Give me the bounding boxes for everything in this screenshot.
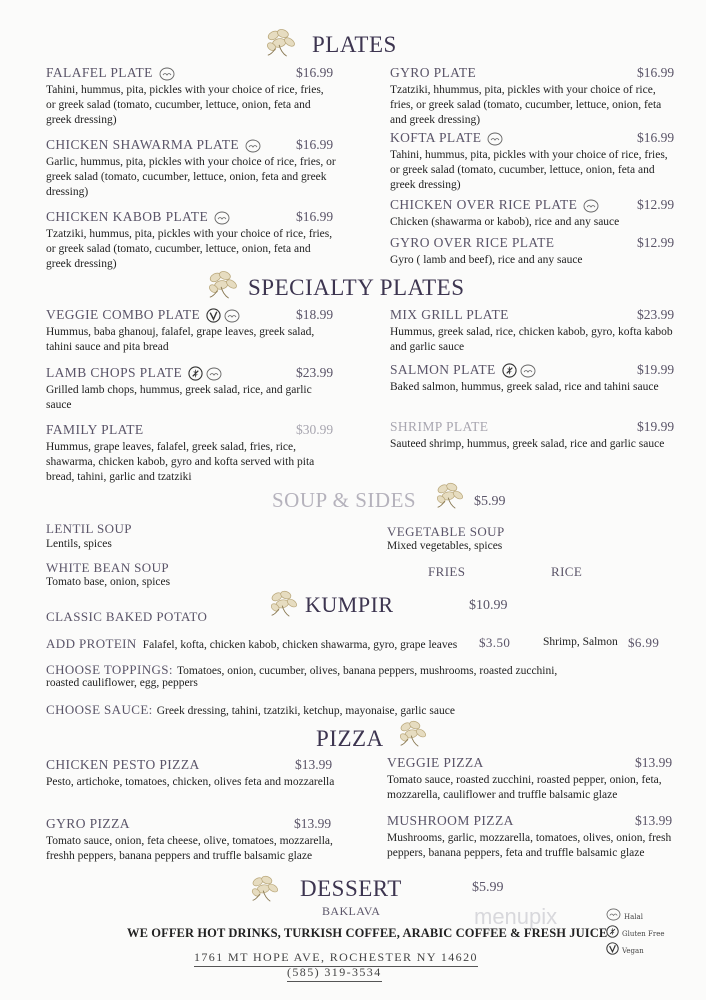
add-protein-row <box>46 635 457 653</box>
item-name: FAMILY PLATE <box>46 422 144 437</box>
item-name: CHICKEN SHAWARMA PLATE <box>46 137 239 152</box>
item-price: $23.99 <box>637 307 675 322</box>
item-description: Tomato sauce, roasted zucchini, roasted pepper, onion, feta, mozzarella, cauliflower and truffle balsamic glaze <box>387 774 662 801</box>
item-description: Tzatziki, hummus, pita, pickles with your choice of rice, fries, or greek salad (tomato, cucumber, lettuce, onion, feta and greek dressing) <box>46 228 333 270</box>
item-price: $16.99 <box>296 209 334 224</box>
white-bean-soup-desc: Tomato base, onion, spices <box>46 576 171 588</box>
item-price: $23.99 <box>296 365 334 380</box>
menu-item-chicken-shawarma-plate <box>46 137 336 200</box>
menupix-watermark: menupix <box>474 904 558 929</box>
item-description: Gyro ( lamb and beef), rice and any sauce <box>390 254 583 266</box>
item-price: $19.99 <box>637 419 675 434</box>
pizza-title: PIZZA <box>316 726 384 751</box>
legend-halal: Halal <box>624 913 643 921</box>
item-price: $16.99 <box>296 137 334 152</box>
item-name: CHICKEN PESTO PIZZA <box>46 757 200 772</box>
halal-icon <box>159 67 175 81</box>
item-price: $13.99 <box>635 755 673 770</box>
legend <box>606 904 696 955</box>
baklava-item: BAKLAVA <box>322 904 381 918</box>
offer-banner: WE OFFER HOT DRINKS, TURKISH COFFEE, ARABIC COFFEE & FRESH JUICE <box>127 926 608 940</box>
halal-icon <box>245 139 261 153</box>
phone: (585) 319-3534 <box>287 965 382 982</box>
item-name: LAMB CHOPS PLATE <box>46 365 183 380</box>
item-name: GYRO PLATE <box>390 65 477 80</box>
item-price: $16.99 <box>296 65 334 80</box>
menu-item-gyro-over-rice-plate <box>390 235 680 268</box>
flower-decoration-icon <box>395 718 431 748</box>
menu-item-family-plate <box>46 422 336 485</box>
menu-item-falafel-plate <box>46 65 336 128</box>
item-description: Tzatziki, hhummus, pita, pickles with your choice of rice, fries, or greek salad (tomato, cucumber, lettuce, onion, feta and greek dressing) <box>390 84 662 126</box>
halal-icon <box>214 211 230 225</box>
item-name: GYRO PIZZA <box>46 816 130 831</box>
menu-item-chicken-over-rice-plate <box>390 197 680 230</box>
flower-decoration-icon <box>262 26 300 58</box>
plates-title: PLATES <box>312 32 397 57</box>
item-price: $13.99 <box>295 757 333 772</box>
halal-icon <box>583 199 599 213</box>
menu-item-kofta-plate <box>390 130 680 193</box>
item-price: $13.99 <box>635 813 673 828</box>
menu-item-salmon-plate <box>390 362 680 395</box>
item-name: GYRO OVER RICE PLATE <box>390 235 555 250</box>
legend-vegan: Vegan <box>622 947 644 955</box>
gluten-free-icon <box>188 366 203 381</box>
vegan-icon <box>206 308 221 323</box>
item-description: Hummus, greek salad, rice, chicken kabob, gyro, kofta kabob and garlic sauce <box>390 326 673 353</box>
item-price: $16.99 <box>637 65 675 80</box>
halal-icon <box>224 309 240 323</box>
item-description: Hummus, baba ghanouj, falafel, grape leaves, greek salad, tahini sauce and pita bread <box>46 326 315 354</box>
dessert-price: $5.99 <box>472 880 504 895</box>
sauce-row <box>46 701 455 719</box>
kumpir-price: $10.99 <box>469 598 508 613</box>
menu-item-chicken-pesto-pizza <box>46 757 336 790</box>
address: 1761 MT HOPE AVE, ROCHESTER NY 14620 <box>194 950 478 967</box>
flower-decoration-icon <box>432 480 468 510</box>
sauce-label: CHOOSE SAUCE: <box>46 702 153 717</box>
halal-icon <box>606 908 621 921</box>
menu-item-lamb-chops-plate <box>46 365 336 413</box>
item-name: MUSHROOM PIZZA <box>387 813 514 828</box>
dessert-title: DESSERT <box>300 876 402 901</box>
item-name: CHICKEN KABOB PLATE <box>46 209 209 224</box>
flower-decoration-icon <box>266 588 302 618</box>
item-price: $13.99 <box>294 816 332 831</box>
item-description: Tomato sauce, onion, feta cheese, olive, tomatoes, mozzarella, freshh peppers, banana peppers and truffle balsamic glaze <box>46 835 333 862</box>
add-protein-price: $3.50 <box>479 635 511 650</box>
halal-icon <box>206 367 222 381</box>
menu-item-chicken-kabob-plate <box>46 209 336 272</box>
item-name: SHRIMP PLATE <box>390 419 489 434</box>
item-name: CHICKEN OVER RICE PLATE <box>390 197 578 212</box>
white-bean-soup-name: WHITE BEAN SOUP <box>46 560 169 575</box>
lentil-soup-name: LENTIL SOUP <box>46 521 132 536</box>
seafood-protein: Shrimp, Salmon <box>543 636 618 648</box>
item-description: Pesto, artichoke, tomatoes, chicken, olives feta and mozzarella <box>46 776 335 788</box>
vegan-icon <box>606 942 619 955</box>
soups-title: SOUP & SIDES <box>272 488 417 512</box>
menu-item-veggie-pizza <box>387 755 687 803</box>
item-description: Chicken (shawarma or kabob), rice and any sauce <box>390 216 620 228</box>
fries-side: FRIES <box>428 564 466 579</box>
item-name: KOFTA PLATE <box>390 130 482 145</box>
item-name: VEGGIE COMBO PLATE <box>46 307 201 322</box>
gluten-free-icon <box>606 925 619 938</box>
vegetable-soup-name: VEGETABLE SOUP <box>387 524 505 539</box>
item-description: Sauteed shrimp, hummus, greek salad, rice and garlic sauce <box>390 438 665 450</box>
halal-icon <box>520 364 536 378</box>
item-description: Garlic, hummus, pita, pickles with your choice of rice, fries, or greek salad (tomato, cucumber, lettuce, onion, feta and greek dressing) <box>46 156 336 198</box>
item-description: Hummus, grape leaves, falafel, greek salad, fries, rice, shawarma, chicken kabob, gyro and kofta served with pita bread, tahini, garlic and tzatziki <box>46 441 315 483</box>
rice-side: RICE <box>551 564 583 579</box>
item-description: Tahini, hummus, pita, pickles with your choice of rice, fries, or greek salad (tomato, cucumber, lettuce, onion, feta and greek dressing) <box>46 84 324 126</box>
flower-decoration-icon <box>204 268 242 300</box>
menu-item-mix-grill-plate <box>390 307 680 355</box>
menu-item-mushroom-pizza <box>387 813 687 861</box>
classic-baked-potato: CLASSIC BAKED POTATO <box>46 609 208 624</box>
item-price: $12.99 <box>637 235 675 250</box>
flower-decoration-icon <box>247 873 283 903</box>
item-description: Tahini, hummus, pita, pickles with your choice of rice, fries, or greek salad (tomato, cucumber, lettuce, onion, feta and greek dressing) <box>390 149 668 191</box>
item-name: MIX GRILL PLATE <box>390 307 509 322</box>
lentil-soup-desc: Lentils, spices <box>46 538 112 550</box>
gluten-free-icon <box>502 363 517 378</box>
item-description: Grilled lamb chops, hummus, greek salad, rice, and garlic sauce <box>46 384 312 412</box>
toppings-label: CHOOSE TOPPINGS: <box>46 662 173 677</box>
kumpir-title: KUMPIR <box>305 592 394 617</box>
menu-item-veggie-combo-plate <box>46 307 336 355</box>
soups-price: $5.99 <box>474 494 506 509</box>
legend-gluten-free: Gluten Free <box>622 930 665 938</box>
item-price: $19.99 <box>637 362 675 377</box>
item-price: $18.99 <box>296 307 334 322</box>
item-price: $30.99 <box>296 422 334 437</box>
add-protein-list: Falafel, kofta, chicken kabob, chicken shawarma, gyro, grape leaves <box>142 639 458 651</box>
toppings-list-line1: Tomatoes, onion, cucumber, olives, banana peppers, mushrooms, roasted zucchini, <box>176 665 558 677</box>
menu-item-gyro-plate <box>390 65 680 128</box>
item-description: Baked salmon, hummus, greek salad, rice and tahini sauce <box>390 381 659 394</box>
vegetable-soup-desc: Mixed vegetables, spices <box>387 540 503 552</box>
add-protein-label: ADD PROTEIN <box>46 636 137 651</box>
menu-item-gyro-pizza <box>46 816 336 864</box>
seafood-price: $6.99 <box>628 635 660 650</box>
item-name: VEGGIE PIZZA <box>387 755 484 770</box>
item-price: $12.99 <box>637 197 675 212</box>
specialty-title: SPECIALTY PLATES <box>248 275 465 300</box>
halal-icon <box>487 132 503 146</box>
item-price: $16.99 <box>637 130 675 145</box>
sauce-list: Greek dressing, tahini, tzatziki, ketchup, mayonaise, garlic sauce <box>156 705 455 717</box>
item-description: Mushrooms, garlic, mozzarella, tomatoes, olives, onion, fresh peppers, banana peppers, feta and truffle balsamic glaze <box>387 832 672 859</box>
menu-item-shrimp-plate <box>390 419 680 452</box>
item-name: FALAFEL PLATE <box>46 65 153 80</box>
toppings-list-line2: roasted cauliflower, egg, peppers <box>46 677 198 689</box>
item-name: SALMON PLATE <box>390 362 496 377</box>
